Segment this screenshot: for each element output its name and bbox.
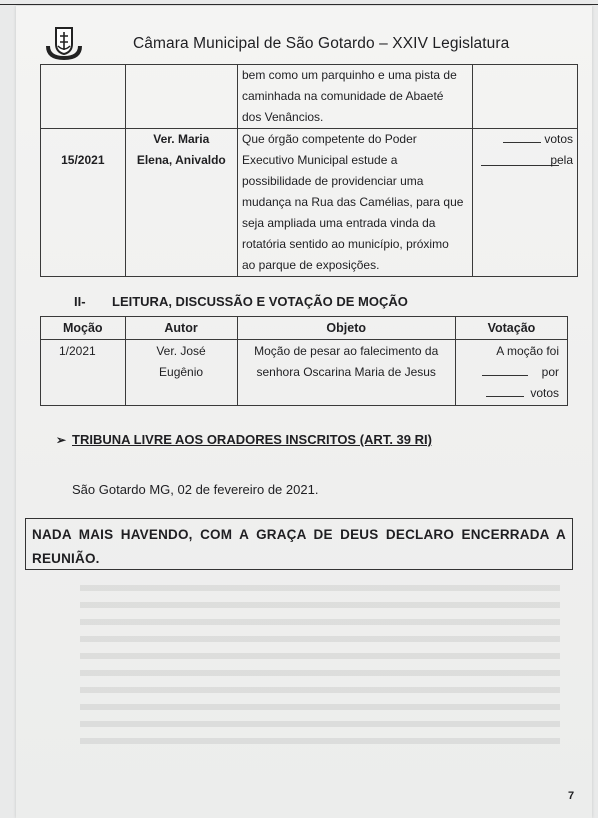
blank-line bbox=[486, 384, 524, 397]
tribuna-heading bbox=[56, 432, 432, 447]
text-line: Elena, Anivaldo bbox=[136, 153, 226, 167]
blank-line bbox=[482, 363, 528, 376]
text-line: senhora Oscarina Maria de Jesus bbox=[256, 365, 436, 379]
blank-line bbox=[481, 165, 559, 166]
autor-cell bbox=[125, 340, 237, 406]
page-number: 7 bbox=[568, 790, 575, 802]
text-line: seja ampliada uma entrada vinda da bbox=[241, 216, 436, 230]
column-header: Objeto bbox=[237, 317, 455, 340]
bleed-through-text bbox=[80, 585, 560, 755]
text-line: por bbox=[541, 365, 559, 379]
text-line: Moção de pesar ao falecimento da bbox=[254, 344, 439, 358]
table-cell bbox=[125, 65, 237, 129]
text-line: Ver. José bbox=[156, 344, 206, 358]
top-edge-line bbox=[0, 4, 598, 5]
section-heading bbox=[74, 294, 408, 309]
votacao-cell bbox=[473, 129, 578, 277]
closing-statement: NADA MAIS HAVENDO, COM A GRAÇA DE DEUS DECLARO ENCERRADA A REUNIÃO. bbox=[25, 518, 573, 570]
column-header: Autor bbox=[125, 317, 237, 340]
indications-table bbox=[40, 64, 578, 277]
objeto-cell bbox=[237, 65, 472, 129]
table-header-row bbox=[41, 317, 568, 340]
text-line: dos Venâncios. bbox=[241, 110, 324, 124]
text-line: Que órgão competente do Poder bbox=[241, 132, 417, 146]
table-row bbox=[41, 129, 578, 277]
text-line: mudança na Rua das Camélias, para que bbox=[241, 195, 464, 209]
tribuna-text: TRIBUNA LIVRE AOS ORADORES INSCRITOS (ART. 39 RI) bbox=[72, 432, 432, 447]
text-line: Ver. Maria bbox=[153, 132, 210, 146]
autor-cell bbox=[125, 129, 237, 277]
text-line: rotatória sentido ao município, próximo bbox=[241, 237, 449, 251]
column-header: Votação bbox=[455, 317, 567, 340]
motions-table bbox=[40, 316, 568, 406]
table-row bbox=[41, 340, 568, 406]
text-line: Executivo Municipal estude a bbox=[241, 153, 398, 167]
date-line: São Gotardo MG, 02 de fevereiro de 2021. bbox=[72, 482, 319, 497]
section-title: LEITURA, DISCUSSÃO E VOTAÇÃO DE MOÇÃO bbox=[112, 294, 408, 309]
votacao-cell bbox=[455, 340, 567, 406]
text-line: bem como um parquinho e uma pista de bbox=[241, 68, 457, 82]
text-line: ao parque de exposições. bbox=[241, 258, 380, 272]
column-header: Moção bbox=[41, 317, 126, 340]
table-row bbox=[41, 65, 578, 129]
numero-cell: 15/2021 bbox=[41, 129, 126, 277]
text-line: votos bbox=[530, 386, 559, 400]
table-cell bbox=[41, 65, 126, 129]
page-header bbox=[38, 22, 578, 62]
objeto-cell bbox=[237, 340, 455, 406]
text-line: possibilidade de providenciar uma bbox=[241, 174, 424, 188]
blank-line bbox=[503, 130, 541, 143]
section-numeral: II- bbox=[74, 294, 86, 309]
text-line: Eugênio bbox=[159, 365, 204, 379]
mocao-cell: 1/2021 bbox=[41, 340, 126, 406]
table-cell bbox=[473, 65, 578, 129]
arrow-bullet-icon: ➢ bbox=[56, 433, 67, 447]
text-line: votos pela bbox=[544, 132, 573, 167]
text-line: caminhada na comunidade de Abaeté bbox=[241, 89, 444, 103]
objeto-cell bbox=[237, 129, 472, 277]
text-line: A moção foi bbox=[496, 344, 559, 358]
chamber-logo-icon bbox=[42, 22, 86, 62]
page-title: Câmara Municipal de São Gotardo – XXIV Legislatura bbox=[133, 35, 510, 52]
